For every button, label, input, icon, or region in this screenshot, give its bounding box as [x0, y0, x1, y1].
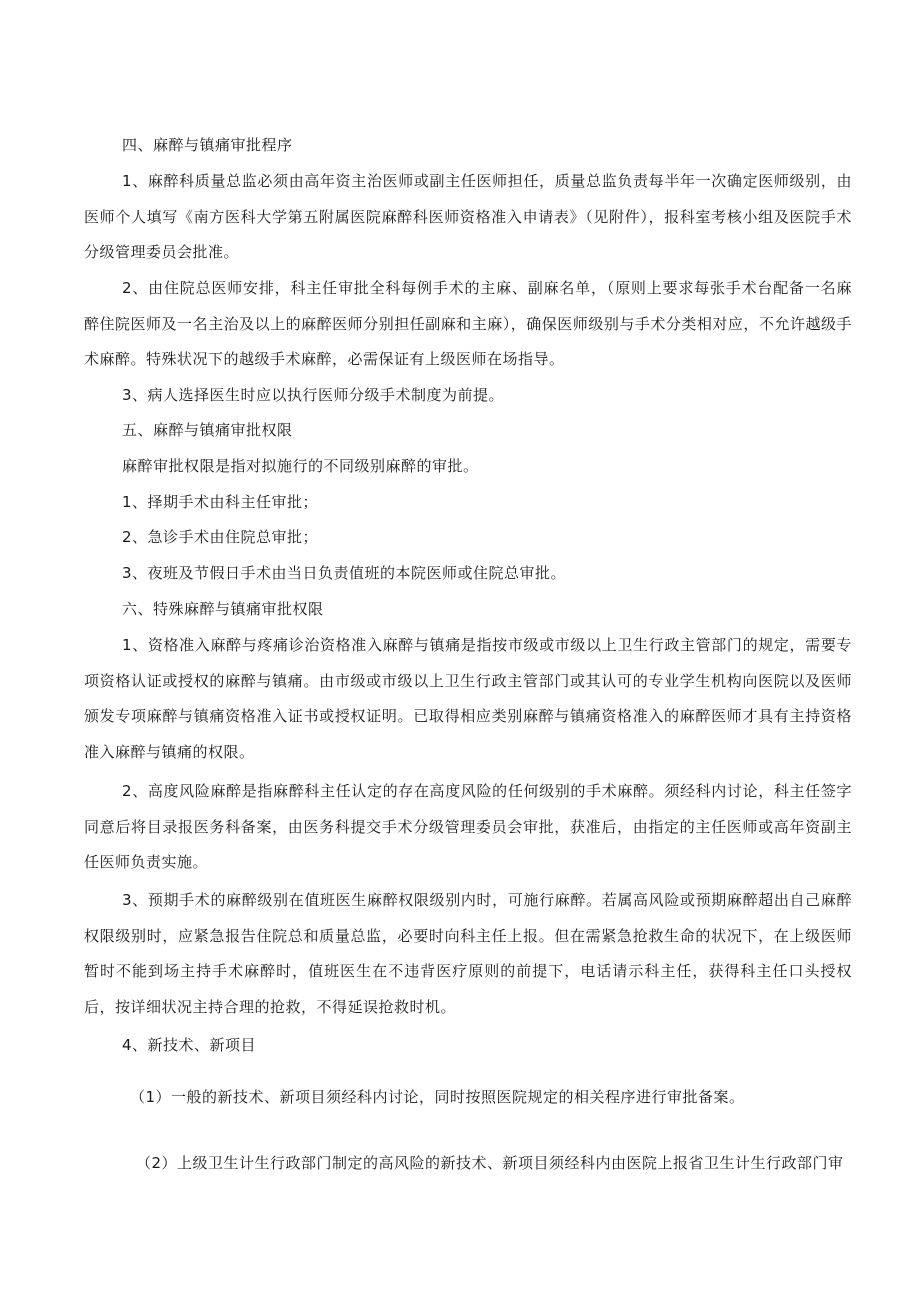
paragraph-6-4: 4、新技术、新项目: [122, 1036, 257, 1054]
paragraph-6-4-1: （1）一般的新技术、新项目须经科内讨论，同时按照医院规定的相关程序进行审批备案。: [130, 1088, 745, 1106]
paragraph-5-intro: 麻醉审批权限是指对拟施行的不同级别麻醉的审批。: [122, 457, 479, 475]
paragraph-4-1: 1、麻醉科质量总监必须由高年资主治医师或副主任医师担任，质量总监负责每半年一次确定医师级别，由医师个人填写《南方医科大学第五附属医院麻醉科医师资格准入申请表》（见附件），报科室考核小组及医院手术分级管理委员会批准。: [84, 172, 852, 261]
paragraph-6-3: 3、预期手术的麻醉级别在值班医生麻醉权限级别内时，可施行麻醉。若属高风险或预期麻醉超出自己麻醉权限级别时，应紧急报告住院总和质量总监，必要时向科主任上报。但在需紧急抢救生命的状况下，在上级医师暂时不能到场主持手术麻醉时，值班医生在不违背医疗原则的前提下，电话请示科主任，获得科主任口头授权后，按详细状况主持合理的抢救，不得延误抢救时机。: [84, 891, 852, 1016]
paragraph-6-4-2: （2）上级卫生计生行政部门制定的高风险的新技术、新项目须经科内由医院上报省卫生计生行政部门审: [136, 1154, 844, 1172]
paragraph-6-2: 2、高度风险麻醉是指麻醉科主任认定的存在高度风险的任何级别的手术麻醉。须经科内讨论，科主任签字同意后将目录报医务科备案，由医务科提交手术分级管理委员会审批，获准后，由指定的主任医师或高年资副主任医师负责实施。: [84, 782, 852, 871]
paragraph-4-2: 2、由住院总医师安排，科主任审批全科每例手术的主麻、副麻名单，（原则上要求每张手术台配备一名麻醉住院医师及一名主治及以上的麻醉医师分别担任副麻和主麻），确保医师级别与手术分类相对应，不允许越级手术麻醉。特殊状况下的越级手术麻醉，必需保证有上级医师在场指导。: [84, 279, 852, 368]
section-heading-6: 六、特殊麻醉与镇痛审批权限: [122, 600, 324, 618]
paragraph-5-2: 2、急诊手术由住院总审批；: [122, 528, 319, 546]
section-heading-5: 五、麻醉与镇痛审批权限: [122, 421, 293, 439]
paragraph-4-3: 3、病人选择医生时应以执行医师分级手术制度为前提。: [122, 386, 505, 404]
section-heading-4: 四、麻醉与镇痛审批程序: [122, 136, 293, 154]
paragraph-5-3: 3、夜班及节假日手术由当日负责值班的本院医师或住院总审批。: [122, 564, 567, 582]
paragraph-6-1: 1、资格准入麻醉与疼痛诊治资格准入麻醉与镇痛是指按市级或市级以上卫生行政主管部门的规定，需要专项资格认证或授权的麻醉与镇痛。由市级或市级以上卫生行政主管部门或其认可的专业学生机构向医院以及医师颁发专项麻醉与镇痛资格准入证书或授权证明。已取得相应类别麻醉与镇痛资格准入的麻醉医师才具有主持资格准入麻醉与镇痛的权限。: [84, 636, 852, 761]
paragraph-5-1: 1、择期手术由科主任审批；: [122, 493, 319, 511]
